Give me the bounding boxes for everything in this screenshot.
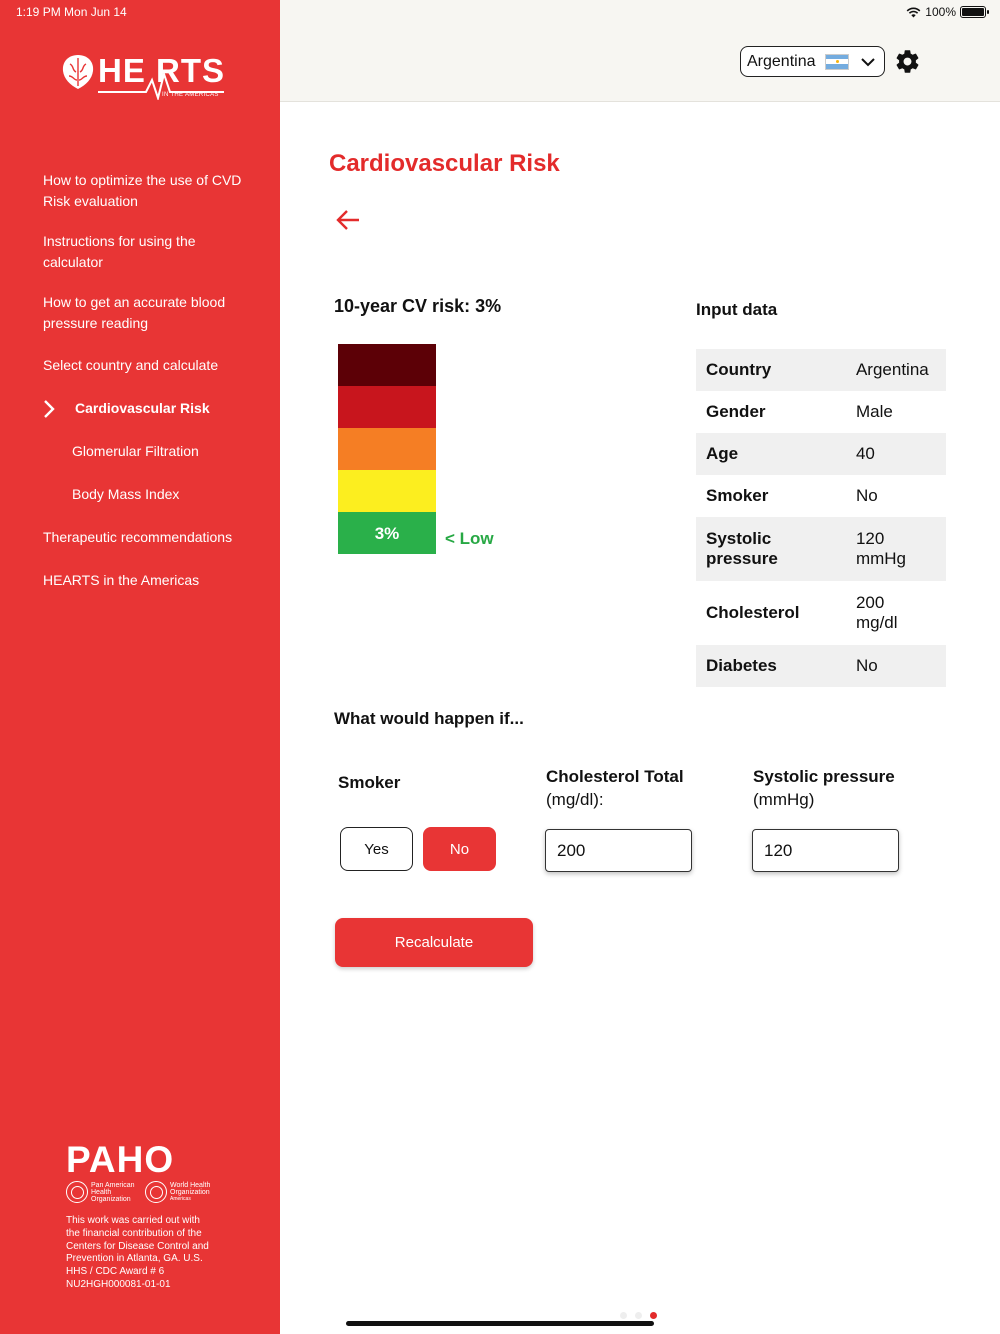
smoker-yes-button[interactable]: Yes: [340, 827, 413, 871]
systolic-label-title: Systolic pressure: [753, 767, 895, 786]
sidebar-item-cardiovascular-risk[interactable]: [0, 398, 280, 419]
sidebar-item-label: Cardiovascular Risk: [75, 400, 210, 416]
input-data-title: Input data: [696, 300, 778, 319]
paho-logo: PAHO: [66, 1139, 175, 1180]
cholesterol-label-title: Cholesterol Total: [546, 767, 684, 786]
paho-org: [66, 1181, 139, 1203]
paho-org-name: Pan American Health Organization: [91, 1181, 135, 1203]
cholesterol-label: [546, 765, 684, 811]
risk-value-label: 3%: [374, 524, 400, 543]
logo-subtitle: IN THE AMERICAS: [162, 92, 219, 98]
what-if-title: What would happen if...: [334, 709, 524, 728]
sidebar-nav: [0, 170, 280, 591]
risk-scale: [338, 344, 436, 554]
sidebar-item-bmi[interactable]: Body Mass Index: [72, 486, 180, 502]
chevron-down-icon: [860, 57, 876, 67]
gear-icon[interactable]: [894, 48, 921, 75]
logo-text: HE RTS: [98, 52, 226, 89]
table-row: Systolic pressure 120 mmHg: [696, 517, 946, 581]
paho-footer: [66, 1139, 226, 1292]
sidebar: [0, 0, 280, 1334]
who-org-name: World Health Organization: [170, 1182, 211, 1196]
table-row: Age 40: [696, 433, 946, 475]
top-bar: [280, 0, 1000, 102]
systolic-input[interactable]: [752, 829, 899, 872]
table-row: Smoker No: [706, 486, 878, 505]
smoker-label: Smoker: [338, 773, 401, 792]
chevron-right-icon: [42, 399, 56, 419]
systolic-label-unit: (mmHg): [753, 790, 815, 809]
systolic-label: [753, 765, 895, 811]
globe-icon: [66, 1181, 88, 1203]
sidebar-item-optimize-cvd[interactable]: How to optimize the use of CVD Risk evaluation: [43, 172, 242, 209]
battery-percent: 100%: [925, 5, 956, 19]
input-data-table: [696, 349, 946, 687]
table-row: Country Argentina: [696, 349, 946, 391]
page-indicator: [620, 1312, 657, 1319]
page-title: Cardiovascular Risk: [329, 150, 560, 177]
page-dot: [620, 1312, 627, 1319]
sidebar-item-select-country[interactable]: Select country and calculate: [43, 357, 219, 373]
risk-level-moderate: [338, 428, 436, 470]
status-time: 1:19 PM Mon Jun 14: [16, 5, 127, 19]
risk-level-mild: [338, 470, 436, 512]
sidebar-item-glomerular[interactable]: Glomerular Filtration: [72, 443, 199, 459]
home-indicator[interactable]: [346, 1321, 654, 1326]
main-content: [280, 0, 1000, 1334]
org-logos: [66, 1181, 226, 1203]
hearts-logo: [60, 50, 225, 106]
back-arrow-icon[interactable]: [335, 208, 361, 232]
sidebar-item-therapeutic[interactable]: Therapeutic recommendations: [43, 529, 233, 545]
wifi-icon: [906, 7, 921, 18]
brain-icon: [60, 52, 96, 92]
sidebar-item-hearts-americas[interactable]: HEARTS in the Americas: [43, 572, 200, 588]
risk-result-title: 10-year CV risk: 3%: [334, 296, 502, 316]
risk-level-high: [338, 386, 436, 428]
risk-category-label: < Low: [445, 529, 494, 548]
battery-icon: [960, 6, 986, 18]
recalculate-button[interactable]: Recalculate: [335, 918, 533, 967]
country-select[interactable]: [740, 46, 885, 77]
argentina-flag-icon: [825, 54, 849, 70]
table-row: Diabetes No: [696, 645, 946, 687]
country-select-value: Argentina: [747, 52, 816, 70]
sidebar-item-instructions[interactable]: Instructions for using the calculator: [43, 233, 196, 270]
page-dot: [635, 1312, 642, 1319]
smoker-no-button[interactable]: No: [423, 827, 496, 871]
funding-note: This work was carried out with the financial contribution of the Centers for Disease Control and Prevention in Atlanta, GA. U.S. HHS / CDC Award # 6 NU2HGH000081-01-01: [66, 1215, 209, 1290]
page-dot-active: [650, 1312, 657, 1319]
who-emblem-icon: [145, 1181, 167, 1203]
cholesterol-label-unit: (mg/dl):: [546, 790, 604, 809]
table-row: Gender Male: [706, 402, 893, 421]
who-org: [145, 1181, 214, 1203]
risk-level-very-high: [338, 344, 436, 386]
sidebar-item-blood-pressure[interactable]: How to get an accurate blood pressure reading: [43, 294, 226, 331]
who-org-region: Americas: [170, 1196, 191, 1202]
table-row: Cholesterol 200 mg/dl: [706, 593, 898, 632]
cholesterol-input[interactable]: [545, 829, 692, 872]
status-indicators: [906, 5, 986, 19]
risk-level-low: [338, 512, 436, 554]
